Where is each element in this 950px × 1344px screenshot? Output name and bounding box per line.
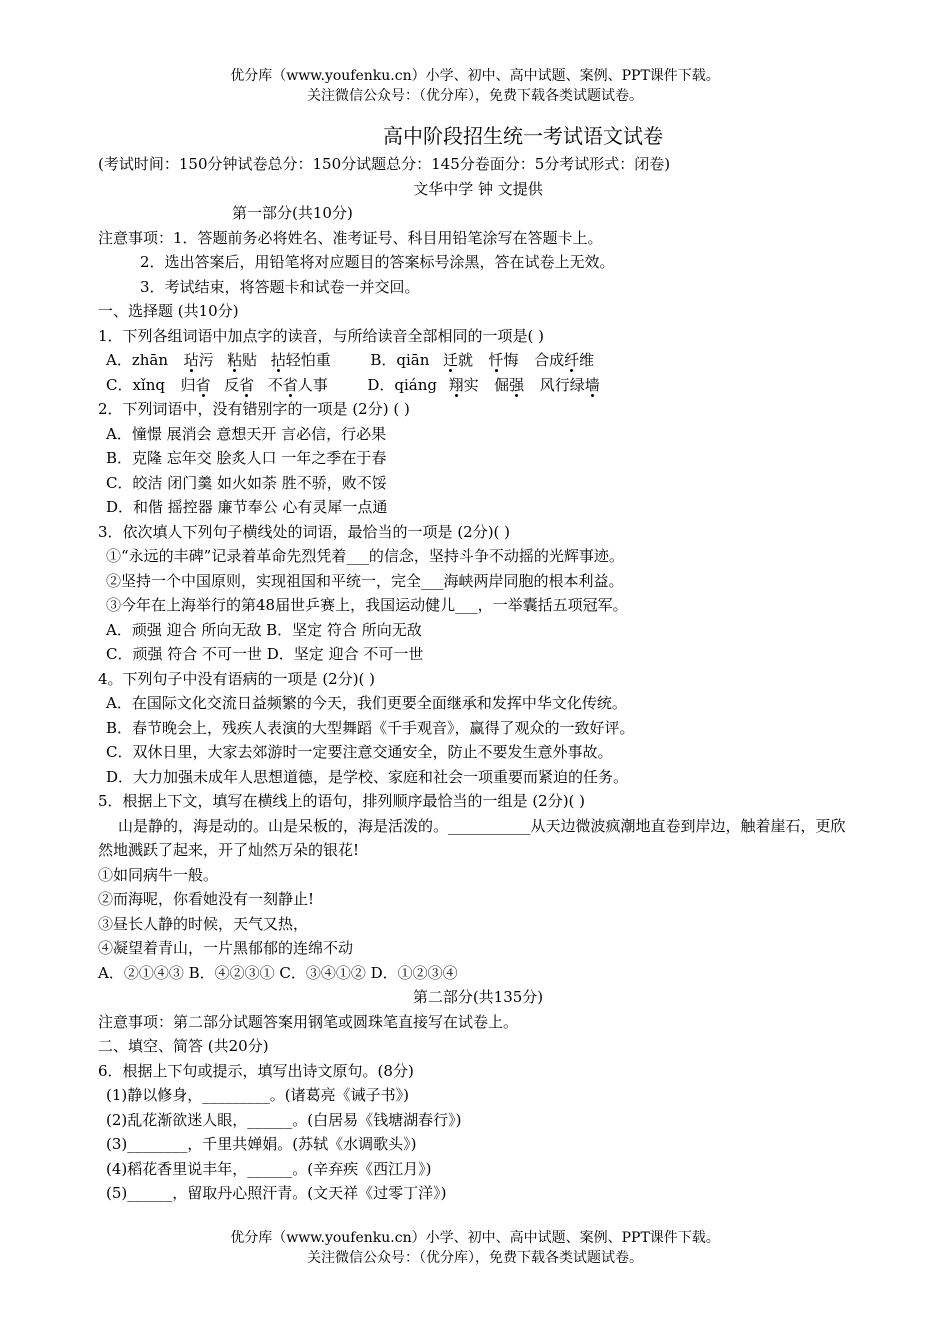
q2-option-b: B．克隆 忘年交 脍炙人口 一年之季在于春 — [106, 449, 387, 467]
page-header — [0, 66, 950, 106]
q1-b-text: 就 — [457, 351, 473, 369]
q3-options-ab: A．顽强 迎合 所向无敌 B．坚定 符合 所向无敌 — [106, 620, 422, 639]
q2-stem: 2．下列词语中，没有错别字的一项是 (2分) ( ) — [98, 400, 410, 418]
q5-stem: 5．根据上下文，填写在横线上的语句，排列顺序最恰当的一组是 (2分)( ) — [98, 792, 586, 810]
q1-c-dotted-char: 省 — [239, 375, 255, 394]
q1-b-label: B．qiān — [370, 351, 430, 369]
footer-line-1: 优分库（www.youfenku.cn）小学、初中、高中试题、案例、PPT课件下载。 — [230, 1230, 720, 1246]
q4-option-b: B．春节晚会上，残疾人表演的大型舞蹈《千手观音》，赢得了观众的一致好评。 — [106, 718, 635, 737]
q1-c-text: 不 — [267, 375, 283, 394]
q1-d-text: 倔 — [494, 375, 510, 394]
q1-d-text: 实 — [463, 375, 479, 394]
q6-item-5: (5)______，留取丹心照汗青。(文天祥《过零丁洋》) — [106, 1184, 447, 1202]
q1-c-dotted-char: 省 — [195, 375, 211, 394]
document-body — [98, 120, 858, 1206]
q1-d-dotted-char: 墙 — [584, 375, 600, 394]
q1-c-dotted-char: 省 — [282, 375, 298, 394]
q1-c-text: 人事 — [297, 375, 328, 394]
part2-note: 注意事项：第二部分试题答案用钢笔或圆珠笔直接写在试卷上。 — [98, 1012, 519, 1031]
q1-b-text: 维 — [579, 351, 595, 369]
q4-stem: 4。下列句子中没有语病的一项是 (2分)( ) — [98, 669, 376, 688]
q1-b-dotted-char: 迁 — [442, 351, 458, 369]
q3-stem: 3．依次填人下列句子横线处的词语，最恰当的一项是 (2分)( ) — [98, 522, 511, 541]
q5-item-4: ④凝望着青山，一片黑郁郁的连绵不动 — [98, 939, 354, 957]
part1-note-1: 注意事项：1．答题前务必将姓名、准考证号、科目用铅笔涂写在答题卡上。 — [98, 228, 603, 247]
q6-item-2: (2)乱花渐欲迷人眼，______。(白居易《钱塘湖春行》) — [106, 1110, 462, 1129]
section1-heading: 一、选择题 (共10分) — [98, 302, 239, 320]
q1-a-text: 轻怕重 — [285, 351, 331, 369]
q4-option-d: D．大力加强未成年人思想道德，是学校、家庭和社会一项重要而紧迫的任务。 — [106, 767, 629, 786]
q1-b-text: 悔 — [503, 351, 519, 369]
q3-options-cd: C．顽强 符合 不可一世 D．坚定 迎合 不可一世 — [106, 645, 424, 663]
q1-b-text: 合成 — [534, 351, 565, 369]
exam-title: 高中阶段招生统一考试语文试卷 — [383, 124, 663, 148]
part1-note-3: 3．考试结束，将答题卡和试卷一并交回。 — [140, 277, 420, 296]
q5-item-1: ①如同病牛一般。 — [98, 865, 219, 884]
q6-stem: 6．根据上下句或提示，填写出诗文原句。(8分) — [98, 1061, 414, 1080]
q3-item-2: ②坚持一个中国原则，实现祖国和平统一，完全___海峡两岸同胞的根本利益。 — [106, 571, 624, 590]
q1-options-cd — [98, 373, 858, 398]
page-footer — [0, 1228, 950, 1268]
part1-heading: 第一部分(共10分) — [232, 204, 353, 222]
q1-a-text: 污 — [198, 351, 214, 369]
q1-b-dotted-char: 忏 — [488, 351, 504, 369]
q1-c-label: C．xǐnq — [106, 375, 165, 394]
section2-heading: 二、填空、简答 (共20分) — [98, 1037, 269, 1055]
q6-item-3: (3)________，千里共婵娟。(苏轼《水调歌头》) — [106, 1135, 417, 1153]
q2-option-d: D．和偕 摇控器 廉节奉公 心有灵犀一点通 — [106, 498, 388, 516]
header-line-1: 优分库（www.youfenku.cn）小学、初中、高中试题、案例、PPT课件下载。 — [230, 68, 720, 84]
q1-d-dotted-char: 强 — [509, 375, 525, 394]
q5-item-2: ②而海呢，你看她没有一刻静止! — [98, 890, 315, 908]
q5-passage: 山是静的，海是动的。山是呆板的，海是活泼的。___________从天边微波疯潮地直卷到岸边，触着崖石，更欣然地溅跃了起来，开了灿然万朵的银花! — [98, 816, 846, 859]
q1-a-dotted-char: 粘 — [227, 351, 243, 369]
q6-item-1: (1)静以修身，_________。(诸葛亮《诫子书》) — [106, 1086, 409, 1104]
footer-line-2: 关注微信公众号：（优分库），免费下载各类试题试卷。 — [307, 1250, 643, 1266]
q1-options-ab — [98, 348, 858, 373]
q4-option-c: C．双休日里，大家去郊游时一定要注意交通安全，防止不要发生意外事故。 — [106, 743, 613, 761]
header-line-2: 关注微信公众号：（优分库），免费下载各类试题试卷。 — [307, 88, 643, 104]
q1-c-text: 反 — [224, 375, 240, 394]
exam-info: (考试时间：150分钟试卷总分：150分试题总分：145分卷面分：5分考试形式：闭卷) — [98, 155, 671, 173]
q1-a-text: 贴 — [242, 351, 258, 369]
q1-d-dotted-char: 翔 — [448, 375, 464, 394]
q1-a-label: A．zhān — [106, 351, 168, 369]
q4-option-a: A．在国际文化交流日益频繁的今天，我们更要全面继承和发挥中华文化传统。 — [106, 694, 627, 712]
part1-note-2: 2．选出答案后，用铅笔将对应题目的答案标号涂黑，答在试卷上无效。 — [140, 253, 615, 271]
q1-d-text: 风行绿 — [539, 375, 585, 394]
q1-a-dotted-char: 拈 — [270, 351, 286, 369]
q3-item-1: ①“永远的丰碑”记录着革命先烈凭着___的信念，坚持斗争不动摇的光辉事迹。 — [106, 547, 624, 565]
q3-item-3: ③今年在上海举行的第48届世乒赛上，我国运动健儿___，一举囊括五项冠军。 — [106, 596, 628, 614]
q5-options: A．②①④③ B．④②③① C．③④①② D．①②③④ — [98, 963, 458, 982]
q5-item-3: ③昼长人静的时候，天气又热， — [98, 914, 309, 933]
q6-item-4: (4)稻花香里说丰年，______。(辛弃疾《西江月》) — [106, 1159, 432, 1178]
q1-d-label: D．qiáng — [367, 375, 437, 394]
q1-a-dotted-char: 玷 — [183, 351, 199, 369]
q1-c-text: 归 — [180, 375, 196, 394]
q2-option-c: C．皎洁 闭门羹 如火如荼 胜不骄，败不馁 — [106, 473, 387, 492]
provider-line: 文华中学 钟 文提供 — [413, 179, 543, 198]
part2-heading: 第二部分(共135分) — [412, 988, 544, 1006]
q1-b-dotted-char: 纤 — [564, 351, 580, 369]
q1-stem: 1．下列各组词语中加点字的读音，与所给读音全部相同的一项是( ) — [98, 326, 545, 345]
q2-option-a: A．憧憬 展消会 意想天开 言必信，行必果 — [106, 424, 387, 443]
